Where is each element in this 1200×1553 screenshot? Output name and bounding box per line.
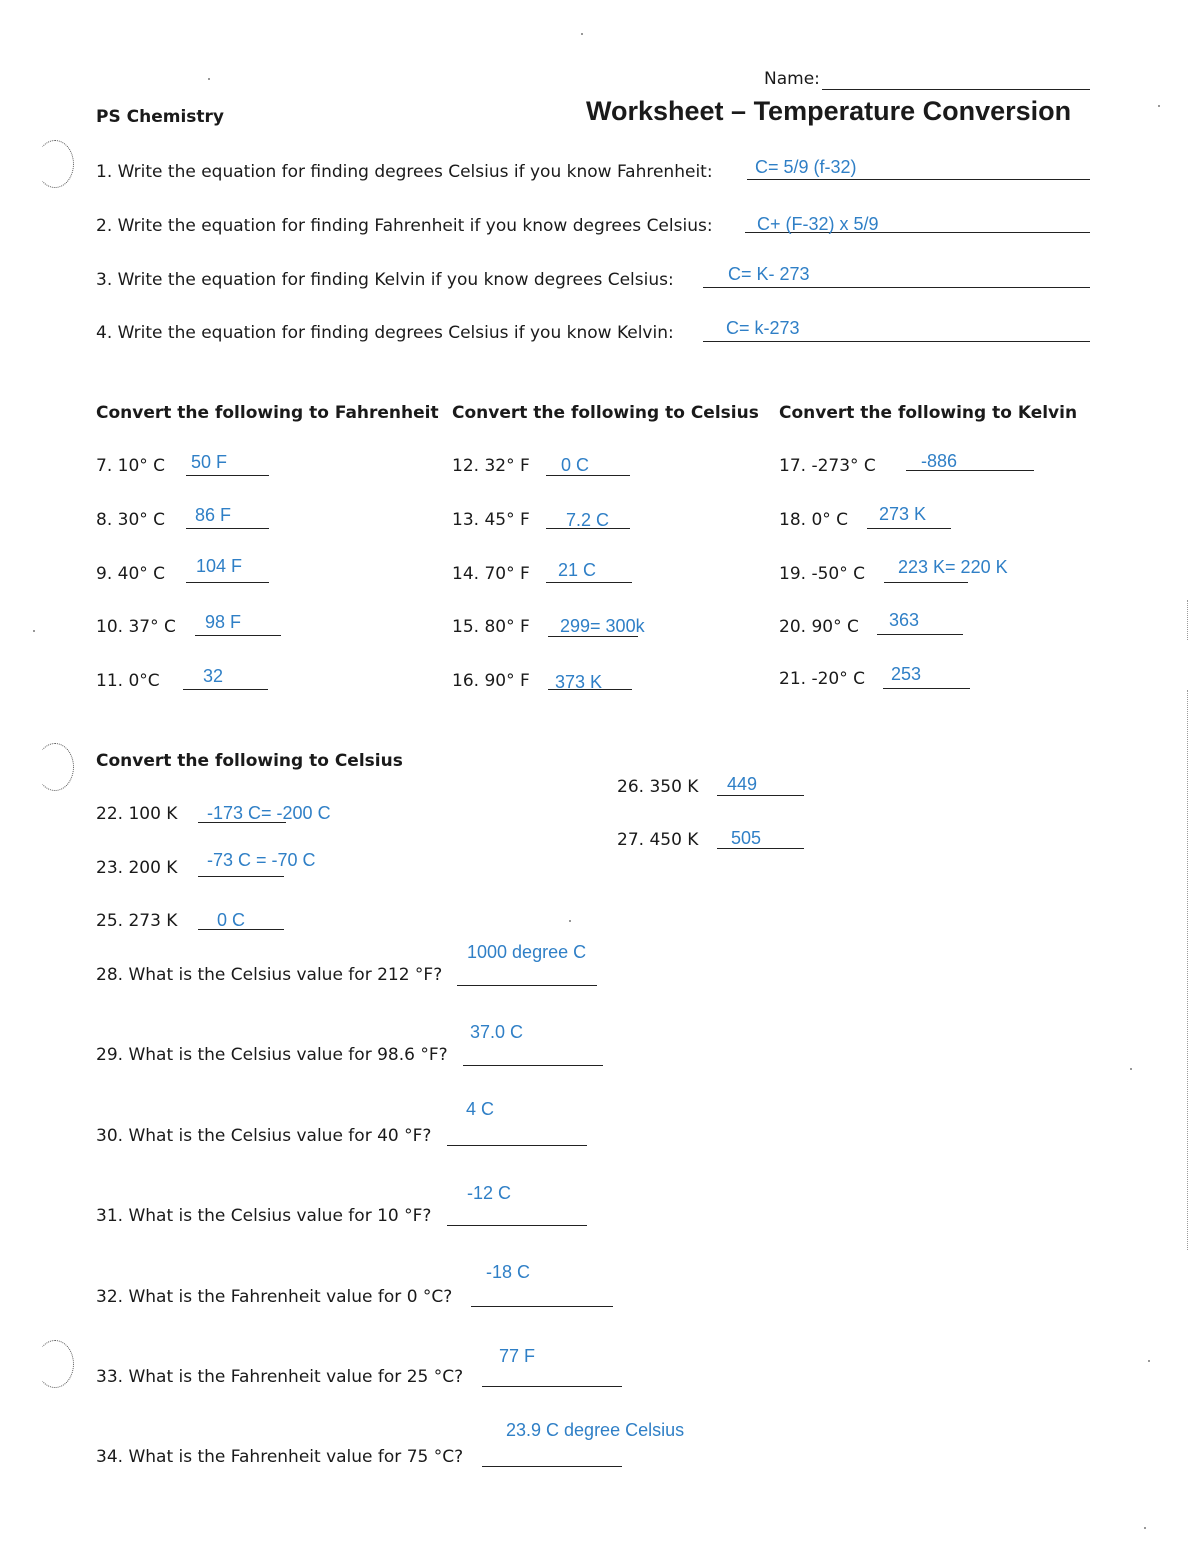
heading-kelvin-to-celsius: Convert the following to Celsius — [96, 751, 403, 771]
question-prompt-28: 28. What is the Celsius value for 212 °F? — [96, 965, 443, 985]
question-line-34[interactable] — [482, 1466, 622, 1467]
fahrenheit-answer-9: 104 F — [196, 556, 243, 576]
question-answer-29: 37.0 C — [470, 1022, 524, 1042]
page-title: Worksheet – Temperature Conversion — [586, 96, 1072, 126]
celsius-answer-12: 0 C — [561, 455, 590, 475]
question-prompt-32: 32. What is the Fahrenheit value for 0 °C? — [96, 1287, 453, 1307]
fahrenheit-answer-11: 32 — [203, 666, 224, 686]
equation-answer-1: C= 5/9 (f-32) — [755, 157, 857, 177]
punch-hole-top — [36, 140, 74, 188]
k2c-prompt-25: 25. 273 K — [96, 911, 178, 931]
fahrenheit-prompt-7: 7. 10° C — [96, 456, 166, 476]
scan-speck — [569, 920, 571, 922]
equation-answer-3: C= K- 273 — [728, 264, 810, 284]
celsius-answer-16: 373 K — [555, 672, 603, 692]
equation-answer-line-1[interactable] — [747, 179, 1090, 180]
celsius-prompt-13: 13. 45° F — [452, 510, 530, 530]
fahrenheit-line-8[interactable] — [186, 528, 269, 529]
k2c-line-26[interactable] — [717, 795, 804, 796]
question-line-33[interactable] — [482, 1386, 622, 1387]
scan-edge-dots — [1187, 690, 1188, 1250]
question-prompt-30: 30. What is the Celsius value for 40 °F? — [96, 1126, 432, 1146]
fahrenheit-line-11[interactable] — [183, 689, 268, 690]
k2c-prompt-23: 23. 200 K — [96, 858, 178, 878]
celsius-prompt-14: 14. 70° F — [452, 564, 530, 584]
kelvin-answer-19: 223 K= 220 K — [898, 557, 1008, 577]
equation-prompt-2: 2. Write the equation for finding Fahrenheit if you know degrees Celsius: — [96, 216, 713, 236]
punch-hole-middle — [36, 743, 74, 791]
question-answer-34: 23.9 C degree Celsius — [506, 1420, 685, 1440]
k2c-answer-23: -73 C = -70 C — [207, 850, 316, 870]
course-label: PS Chemistry — [96, 107, 224, 127]
question-answer-31: -12 C — [467, 1183, 512, 1203]
question-answer-32: -18 C — [486, 1262, 531, 1282]
fahrenheit-line-9[interactable] — [186, 582, 269, 583]
name-label: Name: — [764, 69, 820, 89]
celsius-answer-15: 299= 300k — [560, 616, 645, 636]
kelvin-answer-20: 363 — [889, 610, 920, 630]
scan-speck — [1144, 1527, 1146, 1529]
question-prompt-33: 33. What is the Fahrenheit value for 25 °C? — [96, 1367, 464, 1387]
question-line-32[interactable] — [471, 1306, 613, 1307]
k2c-line-23[interactable] — [198, 876, 284, 877]
question-prompt-31: 31. What is the Celsius value for 10 °F? — [96, 1206, 432, 1226]
celsius-line-14[interactable] — [546, 582, 632, 583]
question-line-29[interactable] — [463, 1065, 603, 1066]
kelvin-line-21[interactable] — [883, 688, 970, 689]
equation-answer-line-3[interactable] — [703, 287, 1090, 288]
kelvin-prompt-17: 17. -273° C — [779, 456, 876, 476]
equation-answer-2: C+ (F-32) x 5/9 — [757, 214, 879, 234]
scan-edge-dots — [1187, 600, 1188, 640]
scan-speck — [208, 78, 210, 80]
celsius-prompt-16: 16. 90° F — [452, 671, 530, 691]
k2c-prompt-22: 22. 100 K — [96, 804, 178, 824]
k2c-prompt-26: 26. 350 K — [617, 777, 699, 797]
punch-hole-bottom — [36, 1340, 74, 1388]
k2c-prompt-27: 27. 450 K — [617, 830, 699, 850]
kelvin-prompt-20: 20. 90° C — [779, 617, 859, 637]
k2c-answer-25: 0 C — [217, 910, 246, 930]
fahrenheit-prompt-8: 8. 30° C — [96, 510, 166, 530]
celsius-answer-14: 21 C — [558, 560, 597, 580]
question-answer-30: 4 C — [466, 1099, 495, 1119]
k2c-answer-27: 505 — [731, 828, 762, 848]
celsius-prompt-15: 15. 80° F — [452, 617, 530, 637]
question-line-28[interactable] — [457, 985, 597, 986]
equation-prompt-1: 1. Write the equation for finding degrees Celsius if you know Fahrenheit: — [96, 162, 713, 182]
kelvin-answer-21: 253 — [891, 664, 922, 684]
question-prompt-34: 34. What is the Fahrenheit value for 75 °C? — [96, 1447, 464, 1467]
equation-answer-line-4[interactable] — [703, 341, 1090, 342]
celsius-answer-13: 7.2 C — [566, 510, 610, 530]
k2c-answer-22: -173 C= -200 C — [207, 803, 331, 823]
question-line-30[interactable] — [447, 1145, 587, 1146]
equation-prompt-4: 4. Write the equation for finding degrees Celsius if you know Kelvin: — [96, 323, 674, 343]
fahrenheit-answer-10: 98 F — [205, 612, 242, 632]
heading-to-fahrenheit: Convert the following to Fahrenheit — [96, 403, 439, 423]
fahrenheit-prompt-10: 10. 37° C — [96, 617, 176, 637]
k2c-answer-26: 449 — [727, 774, 758, 794]
kelvin-line-19[interactable] — [884, 582, 968, 583]
fahrenheit-answer-7: 50 F — [191, 452, 228, 472]
scan-speck — [581, 33, 583, 35]
question-answer-33: 77 F — [499, 1346, 536, 1366]
equation-answer-4: C= k-273 — [726, 318, 800, 338]
celsius-prompt-12: 12. 32° F — [452, 456, 530, 476]
scan-speck — [1130, 1068, 1132, 1070]
fahrenheit-line-7[interactable] — [186, 475, 269, 476]
kelvin-line-20[interactable] — [877, 634, 963, 635]
scan-speck — [1158, 105, 1160, 107]
heading-to-kelvin: Convert the following to Kelvin — [779, 403, 1078, 423]
scan-speck — [33, 630, 35, 632]
name-line[interactable] — [822, 89, 1090, 90]
kelvin-prompt-21: 21. -20° C — [779, 669, 865, 689]
kelvin-prompt-18: 18. 0° C — [779, 510, 849, 530]
question-prompt-29: 29. What is the Celsius value for 98.6 °F? — [96, 1045, 448, 1065]
question-answer-28: 1000 degree C — [467, 942, 587, 962]
scan-speck — [1148, 1360, 1150, 1362]
kelvin-line-18[interactable] — [867, 528, 951, 529]
fahrenheit-prompt-11: 11. 0°C — [96, 671, 160, 691]
heading-to-celsius: Convert the following to Celsius — [452, 403, 759, 423]
fahrenheit-answer-8: 86 F — [195, 505, 232, 525]
kelvin-prompt-19: 19. -50° C — [779, 564, 865, 584]
question-line-31[interactable] — [447, 1225, 587, 1226]
fahrenheit-line-10[interactable] — [195, 635, 281, 636]
fahrenheit-prompt-9: 9. 40° C — [96, 564, 166, 584]
kelvin-answer-17: -886 — [921, 451, 958, 471]
kelvin-answer-18: 273 K — [879, 504, 927, 524]
equation-prompt-3: 3. Write the equation for finding Kelvin if you know degrees Celsius: — [96, 270, 674, 290]
